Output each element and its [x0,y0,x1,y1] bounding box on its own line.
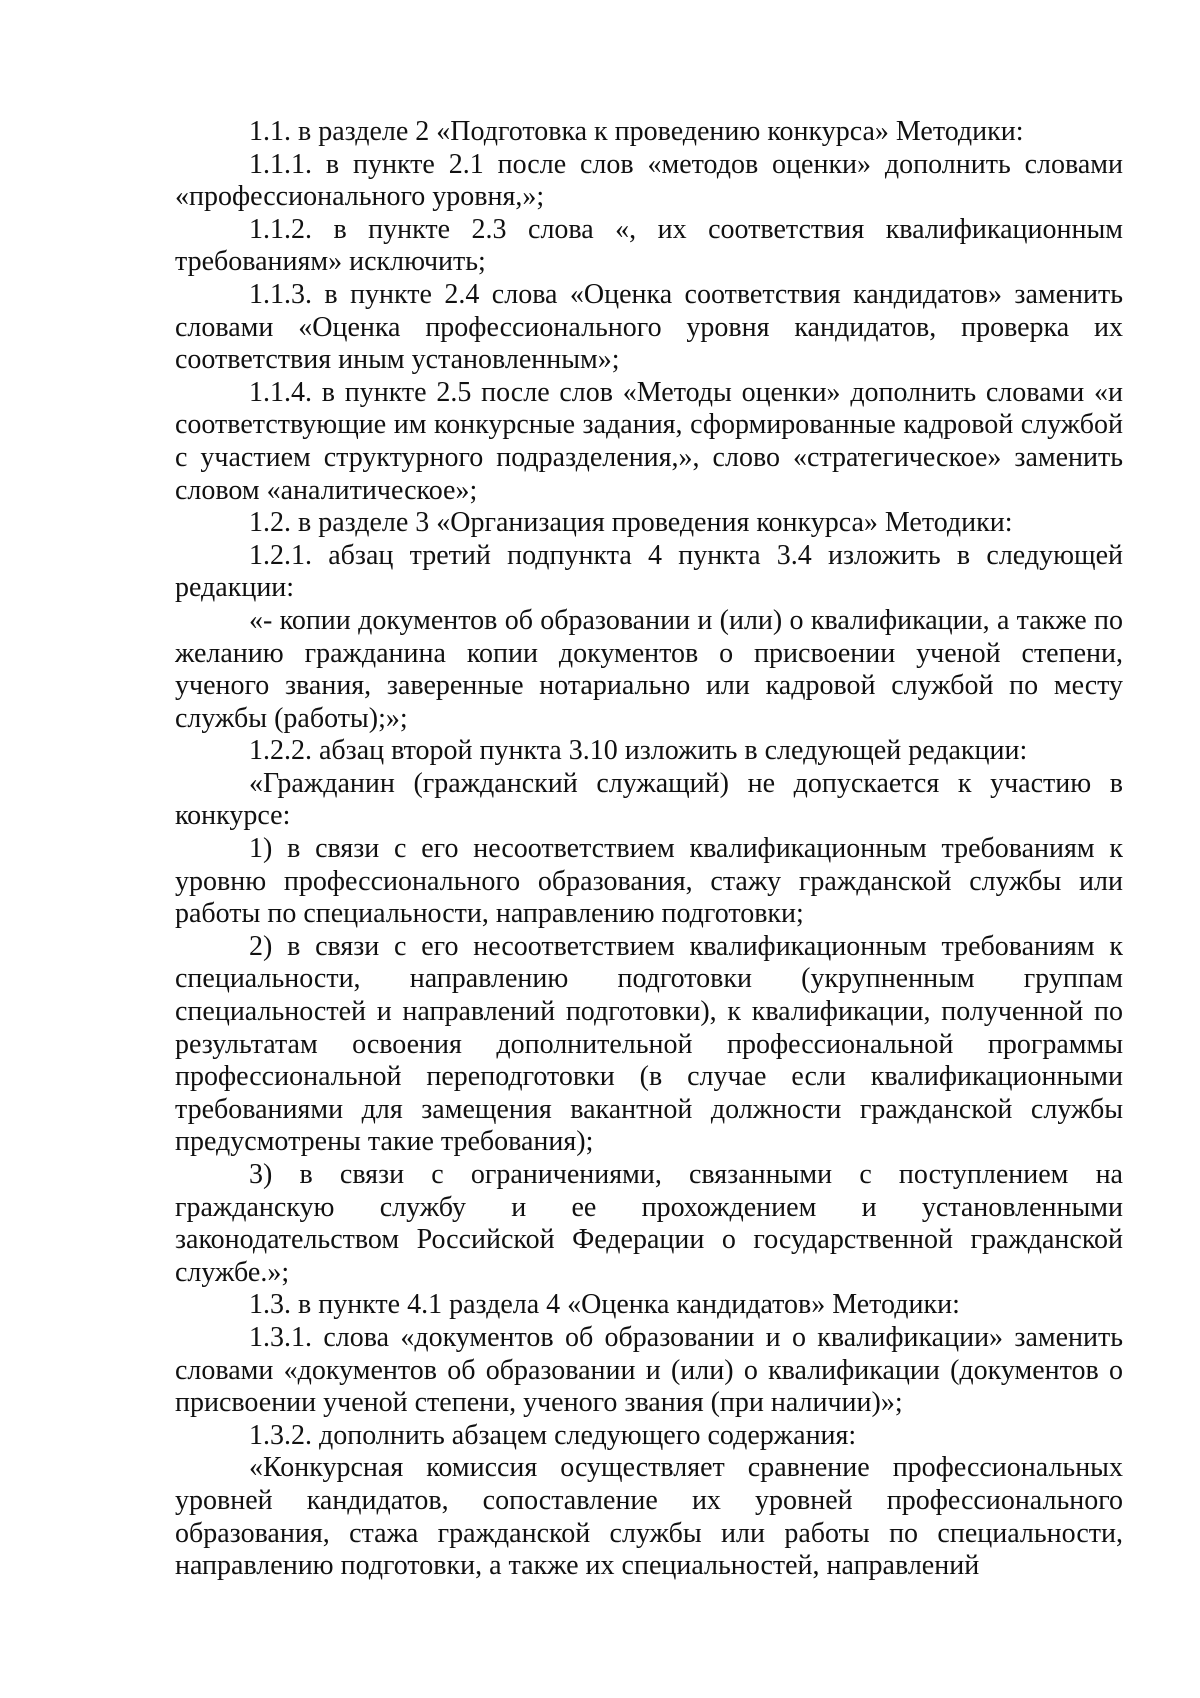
paragraph-1-1-1: 1.1.1. в пункте 2.1 после слов «методов оценки» дополнить словами «профессионального уровня,»; [175,148,1123,213]
document-page [175,116,1123,1583]
list-item-3: 3) в связи с ограничениями, связанными с поступлением на гражданскую службу и ее прохождением и установленными законодательством Российской Федерации о государственной гражданской службе.»; [175,1159,1123,1288]
paragraph-1-2-1: 1.2.1. абзац третий подпункта 4 пункта 3.4 изложить в следующей редакции: [175,539,1123,604]
list-item-1: 1) в связи с его несоответствием квалификационным требованиям к уровню профессионального образования, стажу гражданской службы или работы по специальности, направлению подготовки; [175,833,1123,930]
paragraph-1-1: 1.1. в разделе 2 «Подготовка к проведению конкурса» Методики: [249,116,1024,147]
quoted-paragraph-citizen: «Гражданин (гражданский служащий) не допускается к участию в конкурсе: [175,767,1123,832]
paragraph-1-3-1: 1.3.1. слова «документов об образовании и о квалификации» заменить словами «документов об образовании и (или) о квалификации (документов о присвоении ученой степени, ученого звания (при наличии)»; [175,1321,1123,1419]
paragraph-1-3-2: 1.3.2. дополнить абзацем следующего содержания: [249,1419,857,1451]
paragraph-1-2-2: 1.2.2. абзац второй пункта 3.10 изложить в следующей редакции: [249,735,1028,767]
list-item-2: 2) в связи с его несоответствием квалификационным требованиям к специальности, направлению подготовки (укрупненным группам специальностей и направлений подготовки), к квалификации, полученной по результатам освоения дополнительной профессиональной программы профессиональной переподготовки (в случае если квалификационными требованиями для замещения вакантной должности гражданской службы предусмотрены такие требования); [175,930,1123,1158]
paragraph-1-1-3: 1.1.3. в пункте 2.4 слова «Оценка соответствия кандидатов» заменить словами «Оценка профессионального уровня кандидатов, проверка их соответствия иным установленным»; [175,278,1123,376]
paragraph-1-1-2: 1.1.2. в пункте 2.3 слова «, их соответствия квалификационным требованиям» исключить; [175,213,1123,278]
paragraph-1-2: 1.2. в разделе 3 «Организация проведения конкурса» Методики: [249,507,1013,539]
paragraph-1-3: 1.3. в пункте 4.1 раздела 4 «Оценка кандидатов» Методики: [249,1289,960,1321]
quoted-paragraph-documents: «- копии документов об образовании и (или) о квалификации, а также по желанию гражданина копии документов о присвоении ученой степени, ученого звания, заверенные нотариально или кадровой службой по месту службы (работы);»; [175,604,1123,734]
paragraph-1-1-4: 1.1.4. в пункте 2.5 после слов «Методы оценки» дополнить словами «и соответствующие им конкурсные задания, сформированные кадровой службой с участием структурного подразделения,», слово «стратегическое» заменить словом «аналитическое»; [175,376,1123,506]
quoted-paragraph-commission: «Конкурсная комиссия осуществляет сравнение профессиональных уровней кандидатов, сопоставление их уровней профессионального образования, стажа гражданской службы или работы по специальности, направлению подготовки, а также их специальностей, направлений [175,1452,1123,1582]
